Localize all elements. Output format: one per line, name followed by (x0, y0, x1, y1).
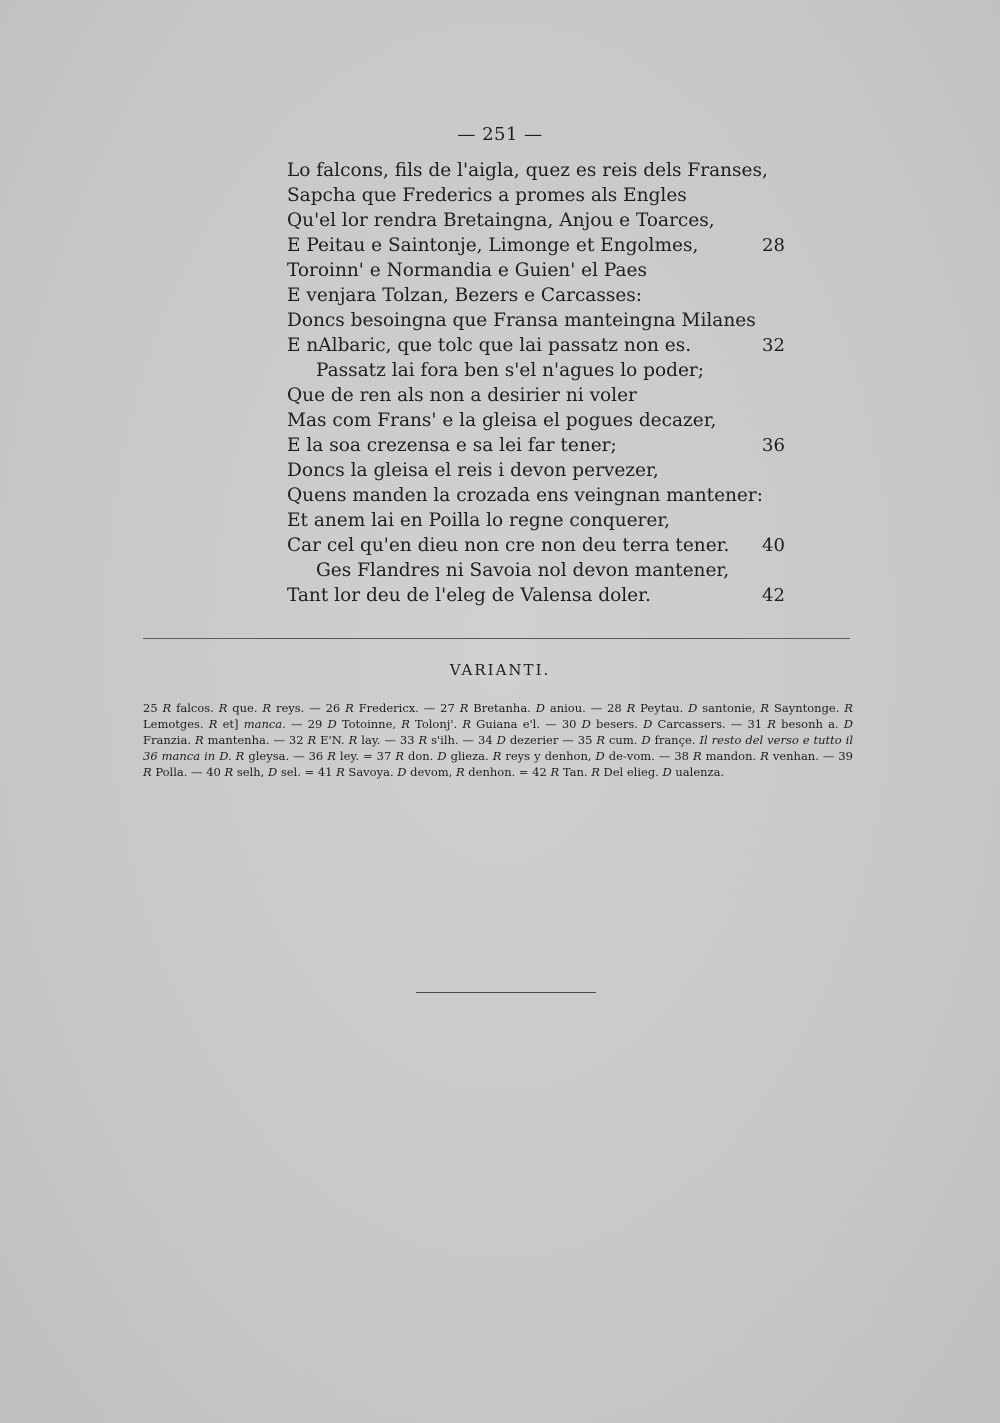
variant-siglum: D (397, 765, 407, 779)
variant-text: Fredericx. — 27 (353, 701, 460, 715)
variant-siglum: R (143, 765, 152, 779)
variant-text: ualenza. (671, 765, 725, 779)
variant-siglum: R (194, 733, 204, 747)
variant-text: venhan. — 39 (768, 749, 854, 763)
variant-text: lay. — 33 (357, 733, 419, 747)
variant-siglum: R (327, 749, 336, 763)
line-number: 40 (762, 535, 785, 556)
variant-text: Peytau. (635, 701, 689, 715)
verse-line: Ges Flandres ni Savoia nol devon mantener, (316, 560, 730, 581)
variant-text: et] (217, 717, 244, 731)
variant-siglum: D (267, 765, 278, 779)
variant-text: denhon. = 42 (464, 765, 551, 779)
variant-text: Totoinne, (336, 717, 402, 731)
verse-line: E venjara Tolzan, Bezers e Carcasses: (287, 285, 642, 306)
verse-line: Lo falcons, fils de l'aigla, quez es reis dels Franses, (287, 160, 768, 181)
variant-text: — 31 (725, 717, 768, 731)
variant-siglum: R (767, 717, 776, 731)
verse-line: E la soa crezensa e sa lei far tener; (287, 435, 617, 456)
variant-text: françe. (650, 733, 696, 747)
variant-siglum: D (843, 717, 853, 731)
variant-text: s'ilh. — 34 (427, 733, 497, 747)
variant-text: falcos. (171, 701, 219, 715)
end-rule (416, 992, 596, 993)
variant-siglum: R (692, 749, 702, 763)
verse-line: Mas com Frans' e la gleisa el pogues decazer, (287, 410, 717, 431)
variant-text: sel. = 41 (277, 765, 337, 779)
variant-siglum: R (596, 733, 606, 747)
variant-siglum: D (535, 701, 545, 715)
variant-siglum: R (162, 701, 172, 715)
poem (0, 0, 1000, 620)
variant-text: Del elieg. (599, 765, 663, 779)
variant-siglum: R (626, 701, 636, 715)
variant-siglum: D (327, 717, 337, 731)
verse-line: Tant lor deu de l'eleg de Valensa doler. (287, 585, 651, 606)
variant-siglum: R (348, 733, 358, 747)
variant-text: reys. — 26 (271, 701, 346, 715)
variant-text: — 29 (285, 717, 328, 731)
verse-line: Doncs la gleisa el reis i devon pervezer, (287, 460, 659, 481)
page-number: — 251 — (457, 124, 543, 145)
variant-siglum: D (641, 733, 651, 747)
variant-text: Polla. — 40 (151, 765, 225, 779)
variant-siglum: R (550, 765, 560, 779)
variant-siglum: D (496, 733, 506, 747)
variant-text: Bretanha. (468, 701, 536, 715)
variant-siglum: D (581, 717, 591, 731)
variant-siglum: R (760, 701, 770, 715)
verse-line: Passatz lai fora ben s'el n'agues lo poder; (316, 360, 705, 381)
variant-siglum: R (235, 749, 245, 763)
variant-text: Tan. (559, 765, 592, 779)
variant-text: don. (403, 749, 438, 763)
variant-text: glieza. (446, 749, 493, 763)
variant-text: Sayntonge. (769, 701, 845, 715)
variant-siglum: D (688, 701, 698, 715)
variant-text: mandon. (701, 749, 761, 763)
variant-text: besers. (590, 717, 644, 731)
variant-text: mantenha. — 32 (203, 733, 308, 747)
variant-text: selh, (233, 765, 268, 779)
verse-line: Que de ren als non a desirier ni voler (287, 385, 637, 406)
variant-siglum: Il resto del verso e tutto il 36 manca in D. (143, 733, 854, 763)
verse-line: Qu'el lor rendra Bretaingna, Anjou e Toarces, (287, 210, 715, 231)
variant-text: santonie, (697, 701, 761, 715)
variant-siglum: R (224, 765, 234, 779)
variant-siglum: R (760, 749, 769, 763)
variant-siglum: R (591, 765, 600, 779)
variant-siglum: R (395, 749, 404, 763)
variant-text: que. (227, 701, 263, 715)
variant-siglum: R (262, 701, 272, 715)
verse-line: E Peitau e Saintonje, Limonge et Engolmes, (287, 235, 699, 256)
variant-siglum: R (208, 717, 218, 731)
variant-text: 25 (143, 701, 163, 715)
variant-siglum: D (643, 717, 653, 731)
line-number: 28 (762, 235, 785, 256)
variants-apparatus (143, 700, 853, 780)
variant-text: vom. — 38 (626, 749, 693, 763)
variant-siglum: D (662, 765, 672, 779)
verse-line: Car cel qu'en dieu non cre non deu terra tener. (287, 535, 730, 556)
variant-text: Savoya. (344, 765, 398, 779)
variant-text: E'N. (316, 733, 349, 747)
variant-siglum: R (345, 701, 354, 715)
variant-text: Franzia. (143, 733, 195, 747)
variant-siglum: R (401, 717, 410, 731)
variant-siglum: R (455, 765, 465, 779)
verse-line: Sapcha que Frederics a promes als Engles (287, 185, 687, 206)
verse-line: Quens manden la crozada ens veingnan mantener: (287, 485, 763, 506)
variant-text: cum. (605, 733, 642, 747)
variant-siglum: manca. (243, 717, 286, 731)
variant-text: Guiana e'l. — 30 (470, 717, 582, 731)
variant-text: Lemotges. (143, 717, 209, 731)
variant-text: Carcassers. (652, 717, 726, 731)
variant-siglum: R (459, 701, 469, 715)
verse-line: Toroinn' e Normandia e Guien' el Paes (287, 260, 647, 281)
line-number: 36 (762, 435, 785, 456)
variant-siglum: R (336, 765, 345, 779)
line-number: 42 (762, 585, 785, 606)
variants-heading: VARIANTI. (449, 661, 551, 679)
variant-siglum: D (595, 749, 605, 763)
variant-text: devom, (406, 765, 456, 779)
variant-siglum: R (218, 701, 228, 715)
variant-text: dezerier — 35 (505, 733, 597, 747)
variant-text: ley. = 37 (335, 749, 396, 763)
variant-text: besonh a. (775, 717, 844, 731)
verse-line: Doncs besoingna que Fransa manteingna Milanes (287, 310, 756, 331)
variant-text: aniou. — 28 (544, 701, 627, 715)
variant-text: de- (604, 749, 627, 763)
variant-text: reys y denhon, (501, 749, 596, 763)
variant-siglum: R (844, 701, 853, 715)
variant-text: Tolonj'. (409, 717, 463, 731)
divider (143, 638, 850, 639)
variant-siglum: R (492, 749, 502, 763)
line-number: 32 (762, 335, 785, 356)
variant-siglum: D (437, 749, 447, 763)
variant-siglum: R (462, 717, 471, 731)
verse-line: E nAlbaric, que tolc que lai passatz non es. (287, 335, 692, 356)
variant-text: gleysa. — 36 (244, 749, 328, 763)
variant-siglum: R (307, 733, 317, 747)
variant-siglum: R (418, 733, 428, 747)
verse-line: Et anem lai en Poilla lo regne conquerer, (287, 510, 671, 531)
